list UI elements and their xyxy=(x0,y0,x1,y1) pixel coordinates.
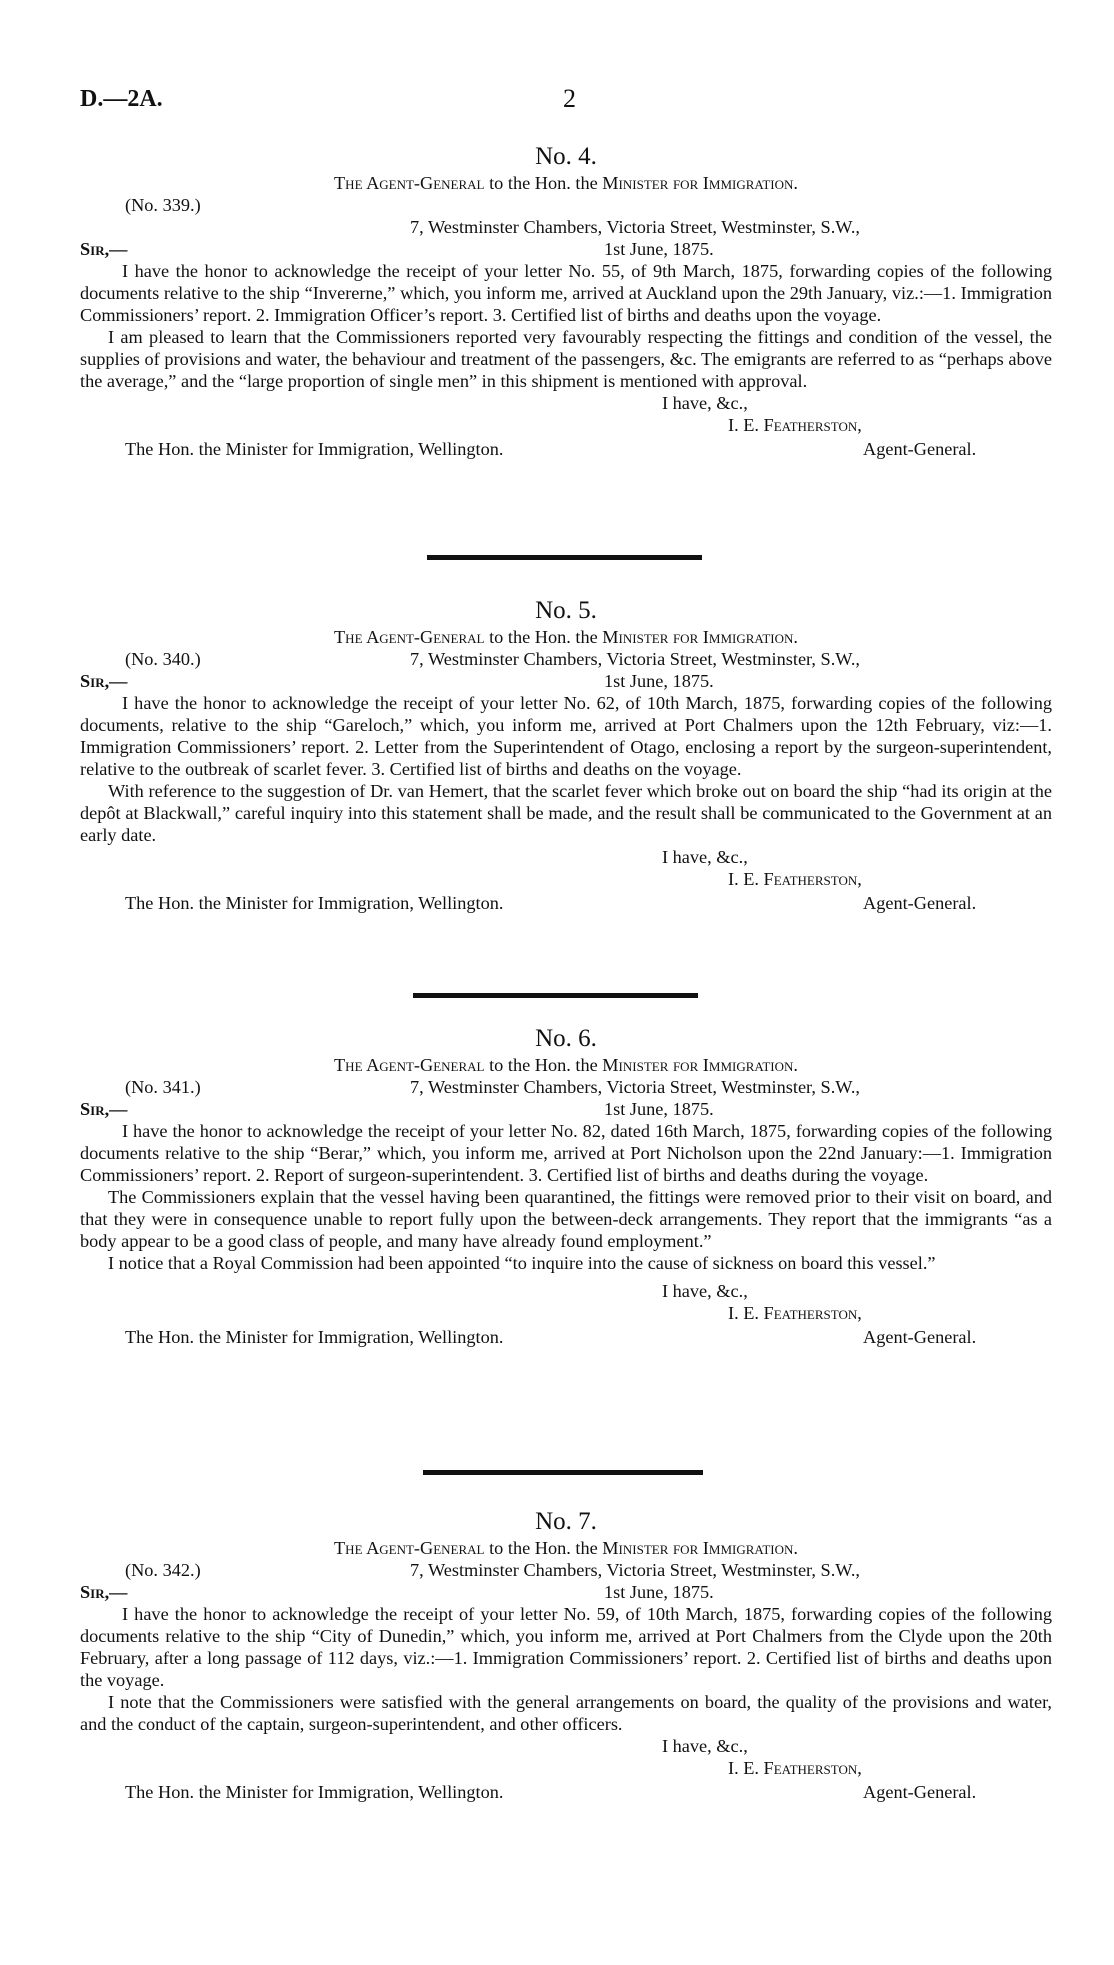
salutation: Sir,— xyxy=(80,671,128,691)
sender-address: 7, Westminster Chambers, Victoria Street, Westminster, S.W., xyxy=(410,217,861,237)
letter-no-4 xyxy=(80,142,1052,460)
signer: I. E. Featherston, xyxy=(728,415,862,435)
closing: I have, &c., xyxy=(662,1736,748,1756)
section-divider xyxy=(423,1470,703,1475)
paragraph: With reference to the suggestion of Dr. van Hemert, that the scarlet fever which broke out on board the ship “had its origin at the depôt at Blackwall,” careful inquiry into this statement shall be made, and the result shall be communicated to the Government at an early date. xyxy=(80,781,1052,845)
paragraph: I have the honor to acknowledge the receipt of your letter No. 55, of 9th March, 1875, forwarding copies of the following documents relative to the ship “Invererne,” which, you inform me, arrived at Auckland upon the 29th January, viz.:—1. Immigration Commissioners’ report. 2. Immigration Officer’s report. 3. Certified list of births and deaths upon the voyage. xyxy=(80,261,1052,325)
paragraph: I have the honor to acknowledge the receipt of your letter No. 82, dated 16th March, 1875, forwarding copies of the following documents relative to the ship “Berar,” which, you inform me, arrived at Port Nicholson upon the 22nd January:—1. Immigration Commissioners’ report. 2. Report of surgeon-superintendent. 3. Certified list of births and deaths during the voyage. xyxy=(80,1121,1052,1185)
signer: I. E. Featherston, xyxy=(728,1303,862,1323)
salutation: Sir,— xyxy=(80,1582,128,1602)
letter-no-5 xyxy=(80,596,1052,914)
document-code: D.—2A. xyxy=(80,86,163,112)
signer-title: Agent-General. xyxy=(863,439,977,459)
letter-heading: The Agent-General to the Hon. the Minister for Immigration. xyxy=(334,173,798,193)
letter-reference: (No. 341.) xyxy=(125,1077,201,1097)
section-divider xyxy=(427,555,702,560)
letter-no-7 xyxy=(80,1507,1052,1803)
closing: I have, &c., xyxy=(662,393,748,413)
letter-heading: The Agent-General to the Hon. the Minister for Immigration. xyxy=(334,627,798,647)
signer: I. E. Featherston, xyxy=(728,1758,862,1778)
closing: I have, &c., xyxy=(662,847,748,867)
salutation: Sir,— xyxy=(80,1099,128,1119)
signer: I. E. Featherston, xyxy=(728,869,862,889)
letter-heading: The Agent-General to the Hon. the Minister for Immigration. xyxy=(334,1538,798,1558)
signer-title: Agent-General. xyxy=(863,1782,977,1802)
sender-address: 7, Westminster Chambers, Victoria Street, Westminster, S.W., xyxy=(410,1560,861,1580)
signer-title: Agent-General. xyxy=(863,893,977,913)
letter-number: No. 4. xyxy=(535,143,597,170)
addressee: The Hon. the Minister for Immigration, Wellington. xyxy=(125,1327,504,1347)
letter-reference: (No. 342.) xyxy=(125,1560,201,1580)
letter-date: 1st June, 1875. xyxy=(604,1099,714,1119)
letter-no-6 xyxy=(80,1024,1052,1348)
addressee: The Hon. the Minister for Immigration, Wellington. xyxy=(125,1782,504,1802)
addressee: The Hon. the Minister for Immigration, Wellington. xyxy=(125,893,504,913)
closing: I have, &c., xyxy=(662,1281,748,1301)
letter-heading: The Agent-General to the Hon. the Minister for Immigration. xyxy=(334,1055,798,1075)
sender-address: 7, Westminster Chambers, Victoria Street, Westminster, S.W., xyxy=(410,649,861,669)
paragraph: I have the honor to acknowledge the receipt of your letter No. 59, of 10th March, 1875, forwarding copies of the following documents relative to the ship “City of Dunedin,” which, you inform me, arrived at Port Chalmers from the Clyde upon the 20th February, after a long passage of 112 days, viz.:—1. Immigration Commissioners’ report. 2. Certified list of births and deaths upon the voyage. xyxy=(80,1604,1052,1690)
signer-title: Agent-General. xyxy=(863,1327,977,1347)
letter-number: No. 6. xyxy=(535,1025,597,1052)
letter-number: No. 7. xyxy=(535,1508,597,1535)
letter-reference: (No. 340.) xyxy=(125,649,201,669)
letter-reference: (No. 339.) xyxy=(125,195,201,215)
paragraph: The Commissioners explain that the vessel having been quarantined, the fittings were removed prior to their visit on board, and that they were in consequence unable to report fully upon the between-deck arrangements. They report that the immigrants “as a body appear to be a good class of people, and many have already found employment.” xyxy=(80,1187,1052,1251)
letter-date: 1st June, 1875. xyxy=(604,1582,714,1602)
paragraph: I am pleased to learn that the Commissioners reported very favourably respecting the fittings and condition of the vessel, the supplies of provisions and water, the behaviour and treatment of the passengers, &c. The emigrants are referred to as “perhaps above the average,” and the “large proportion of single men” in this shipment is mentioned with approval. xyxy=(80,327,1052,391)
letter-date: 1st June, 1875. xyxy=(604,239,714,259)
salutation: Sir,— xyxy=(80,239,128,259)
letter-number: No. 5. xyxy=(535,597,597,624)
paragraph: I notice that a Royal Commission had been appointed “to inquire into the cause of sickness on board this vessel.” xyxy=(108,1253,936,1273)
paragraph: I have the honor to acknowledge the receipt of your letter No. 62, of 10th March, 1875, forwarding copies of the following documents, relative to the ship “Gareloch,” which, you inform me, arrived at Port Chalmers upon the 12th February, viz:—1. Immigration Commissioners’ report. 2. Letter from the Superintendent of Otago, enclosing a report by the surgeon-superintendent, relative to the outbreak of scarlet fever. 3. Certified list of births and deaths on the voyage. xyxy=(80,693,1052,779)
paragraph: I note that the Commissioners were satisfied with the general arrangements on board, the quality of the provisions and water, and the conduct of the captain, surgeon-superintendent, and other officers. xyxy=(80,1692,1052,1734)
letter-date: 1st June, 1875. xyxy=(604,671,714,691)
addressee: The Hon. the Minister for Immigration, Wellington. xyxy=(125,439,504,459)
sender-address: 7, Westminster Chambers, Victoria Street, Westminster, S.W., xyxy=(410,1077,861,1097)
section-divider xyxy=(413,993,698,998)
page-number: 2 xyxy=(563,84,576,113)
